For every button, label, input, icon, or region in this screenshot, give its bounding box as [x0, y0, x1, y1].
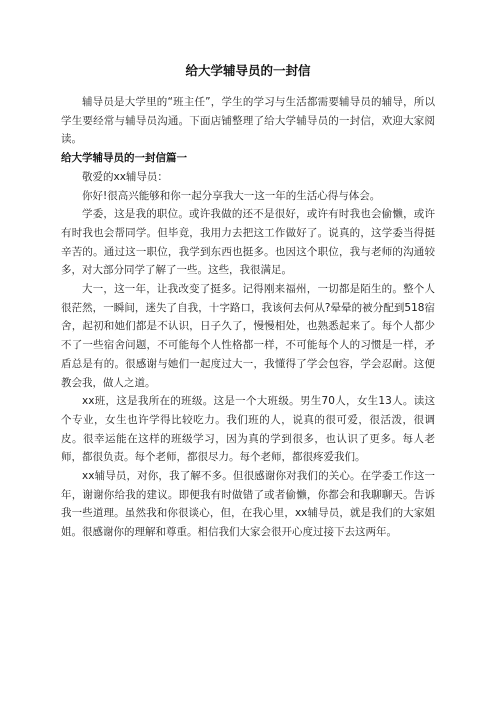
salutation: 敬爱的xx辅导员：: [82, 170, 168, 183]
document-title: 给大学辅导员的一封信: [185, 63, 311, 78]
body-paragraph: 你好!很高兴能够和你一起分享我大一这一年的生活心得与体会。: [82, 189, 381, 202]
intro-paragraph: 辅导员是大学里的“班主任”，学生的学习与生活都需要辅导员的辅导，所以学生要经常与辅导员沟通。下面店铺整理了给大学辅导员的一封信，欢迎大家阅读。: [61, 96, 435, 146]
body-paragraph: xx辅导员，对你，我了解不多。但很感谢你对我们的关心。在学委工作这一年，谢谢你给我的建议。即便我有时做错了或者偷懒，你都会和我聊聊天。告诉我一些道理。虽然我和你很谈心，但，在我心里，xx辅导员，就是我们的大家姐姐。很感谢你的理解和尊重。相信我们大家会很开心度过接下去这两年。: [61, 470, 435, 539]
body-paragraph: 大一，这一年，让我改变了挺多。记得刚来福州，一切都是陌生的。整个人很茫然，一瞬间，迷失了自我，十字路口，我该何去何从?晕晕的被分配到518宿舍，起初和她们都是不认识，日子久了，慢慢相处，也熟悉起来了。每个人都少不了一些宿舍问题，不可能每个人性格都一样，不可能每个人的习惯是一样，矛盾总是有的。很感谢与她们一起度过大一，我懂得了学会包容，学会忍耐。这便教会我，做人之道。: [61, 283, 435, 389]
body-paragraph: 学委，这是我的职位。或许我做的还不是很好，或许有时我也会偷懒，或许有时我也会帮同学。但毕竟，我用力去把这工作做好了。说真的，这学委当得挺辛苦的。通过这一职位，我学到东西也挺多。也因这个职位，我与老师的沟通较多，对大部分同学了解了一些。这些，我很满足。: [61, 208, 435, 277]
body-paragraph: xx班，这是我所在的班级。这是一个大班级。男生70人，女生13人。读这个专业，女生也许学得比较吃力。我们班的人，说真的很可爱，很活泼，很调皮。很幸运能在这样的班级学习，因为真的学到很多，也认识了更多。每人老师，都很负责。每个老师，都很尽力。每个老师，都很疼爱我们。: [61, 395, 435, 464]
document-body: [61, 93, 435, 542]
section-heading: 给大学辅导员的一封信篇一: [61, 152, 187, 165]
